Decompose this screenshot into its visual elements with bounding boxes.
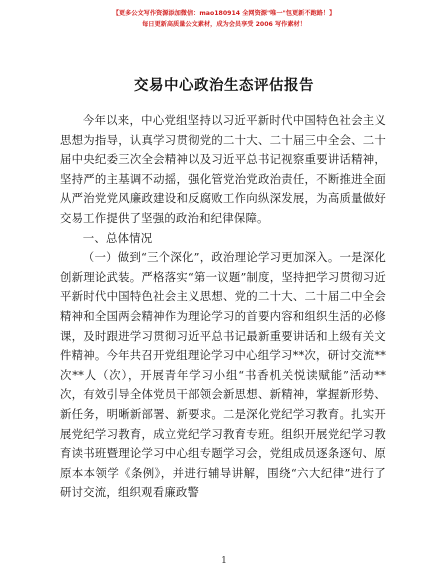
- promo-banner: [0, 8, 448, 30]
- body-paragraph: （一）做到“三个深化”，政治理论学习更加深入。一是深化创新理论武装。严格落实“第一议题”制度，坚持把学习贯彻习近平新时代中国特色社会主义思想、党的二十大、二十届二中全会精神和全国两会精神作为理论学习的首要内容和组织生活的必修课，及时跟进学习贯彻习近平总书记最新重要讲话和上级有关文件精神。今年共召开党组理论学习中心组学习**次，研讨交流**次**人（次），开展青年学习小组“书香机关悦读赋能”活动**次，有效引导全体党员干部领会新思想、新精神，掌握新形势、新任务，明晰新部署、新要求。二是深化党纪学习教育。扎实开展党纪学习教育，成立党纪学习教育专班。组织开展党纪学习教育读书班暨理论学习中心组专题学习会，党组成员逐条逐句、原原本本领学《条例》，并进行辅导讲解，围绕“六大纪律”进行了研讨交流，组织观看廉政警: [60, 250, 386, 500]
- section-heading: 一、总体情况: [82, 230, 153, 245]
- document-body: [60, 111, 386, 503]
- promo-banner-line-2: 每日更新高质量公文素材，成为会员享受 2006 写作素材！: [142, 21, 306, 28]
- intro-paragraph: 今年以来，中心党组坚持以习近平新时代中国特色社会主义思想为指导，认真学习贯彻党的二十大、二十届三中全会、二十届中央纪委三次全会精神以及习近平总书记视察重要讲话精神，坚持严的主基调不动摇，强化管党治党政治责任，不断推进全面从严治党党风廉政建设和反腐败工作向纵深发展，为高质量做好交易工作提供了坚强的政治和纪律保障。: [60, 113, 386, 225]
- page-number: 1: [221, 556, 227, 566]
- promo-banner-line-1: 【更多公文写作资源添加微信：mao180914 全网资源"唯一"包更新不跑路！】: [112, 10, 336, 17]
- document-title: 交易中心政治生态评估报告: [134, 78, 314, 94]
